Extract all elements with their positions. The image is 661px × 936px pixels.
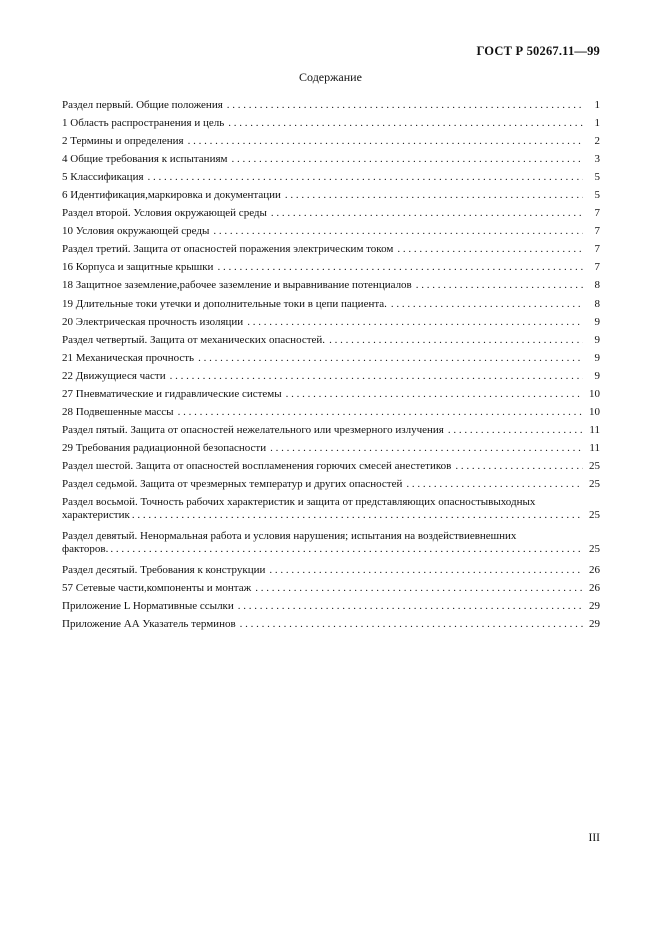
toc-entry-label: Раздел восьмой. Точность рабочих характеристик и защита от представляющих опасностывыходных [62,496,536,509]
dot-leader [455,460,583,472]
dot-leader [132,509,583,522]
toc-entry-label: Раздел первый. Общие положения [62,99,223,111]
dot-leader [391,298,583,310]
dot-leader [178,406,583,418]
dot-leader [170,370,583,382]
toc-entry[interactable] [62,171,600,189]
toc-entry[interactable] [62,153,600,171]
toc-entry-continuation [62,509,600,522]
dot-leader [448,424,583,436]
toc-entry[interactable] [62,279,600,297]
dot-leader [217,261,583,273]
dot-leader [227,99,583,111]
toc-entry-page: 10 [589,405,600,418]
toc-entry-label: Раздел шестой. Защита от опасностей воспламенения горючих смесей анестетиков [62,459,452,472]
dot-leader [416,279,583,291]
toc-entry-page: 7 [594,225,600,238]
toc-entry[interactable] [62,478,600,496]
toc-entry[interactable] [62,261,600,279]
toc-entry-page: 7 [594,207,600,220]
dot-leader [397,243,583,255]
toc-entry-page: 7 [594,261,600,274]
toc-entry-page: 25 [589,459,600,472]
toc-entry[interactable] [62,334,600,352]
toc-entry-label: 18 Защитное заземление,рабочее заземление и выравнивание потенциалов [62,279,412,292]
toc-entry[interactable] [62,225,600,243]
toc-entry-page: 11 [589,423,600,436]
toc-entry[interactable] [62,352,600,370]
dot-leader [213,225,583,237]
toc-entry-page: 26 [589,564,600,577]
toc-entry-label: 28 Подвешенные массы [62,405,174,418]
toc-entry-page: 9 [594,333,600,346]
toc-entry-page: 5 [594,171,600,184]
toc-entry-page: 5 [594,189,600,202]
toc-entry-label: Раздел седьмой. Защита от чрезмерных температур и других опасностей [62,477,403,490]
dot-leader [406,478,583,490]
toc-entry[interactable] [62,243,600,261]
toc-entry-label: 57 Сетевые части,компоненты и монтаж [62,582,252,595]
dot-leader [270,442,583,454]
toc-entry[interactable] [62,406,600,424]
toc-entry-label: Приложение L Нормативные ссылки [62,600,234,613]
toc-entry-label: 16 Корпуса и защитные крышки [62,261,214,274]
toc-entry[interactable] [62,530,600,564]
document-code: ГОСТ Р 50267.11—99 [476,44,600,58]
toc-entry-page: 9 [594,315,600,328]
toc-entry-label: 6 Идентификация,маркировка и документации [62,189,281,202]
dot-leader [198,352,583,364]
toc-entry-label: 4 Общие требования к испытаниям [62,153,228,166]
toc-entry-label: 22 Движущиеся части [62,369,166,382]
toc-entry[interactable] [62,388,600,406]
toc-entry-continuation [62,543,600,556]
toc-entry-page: 8 [594,297,600,310]
toc-entry-label: Раздел пятый. Защита от опасностей нежелательного или чрезмерного излучения [62,423,444,436]
dot-leader [110,543,583,556]
toc-entry-label: Раздел третий. Защита от опасностей поражения электрическим током [62,243,394,256]
toc-entry-label-continuation: факторов. [62,543,109,556]
toc-entry[interactable] [62,582,600,600]
toc-entry[interactable] [62,99,600,117]
toc-entry-label: Раздел четвертый. Защита от механических опасностей. [62,333,326,346]
toc-entry[interactable] [62,618,600,636]
page-title: Содержание [299,70,362,84]
toc-entry-label: 19 Длительные токи утечки и дополнительные токи в цепи пациента. [62,297,387,310]
toc-entry[interactable] [62,298,600,316]
dot-leader [286,388,583,400]
dot-leader [148,171,583,183]
toc-entry[interactable] [62,564,600,582]
toc-entry-page: 11 [589,441,600,454]
toc-entry[interactable] [62,424,600,442]
toc-entry-label: Раздел второй. Условия окружающей среды [62,207,267,220]
toc-entry[interactable] [62,189,600,207]
toc-entry-label: 10 Условия окружающей среды [62,225,210,238]
table-of-contents [62,99,600,636]
toc-entry-label: 20 Электрическая прочность изоляции [62,315,244,328]
dot-leader [329,334,583,346]
toc-entry[interactable] [62,496,600,530]
toc-entry-page: 3 [594,153,600,166]
toc-entry-label-continuation: характеристик [62,509,130,522]
dot-leader [231,153,583,165]
toc-entry-label: Раздел девятый. Ненормальная работа и условия нарушения; испытания на воздействиевнешних [62,530,517,543]
toc-entry[interactable] [62,460,600,478]
dot-leader [247,316,583,328]
dot-leader [269,564,583,576]
toc-entry-label: Приложение АА Указатель терминов [62,618,236,631]
page-number: III [588,832,600,844]
dot-leader [271,207,583,219]
toc-entry-label: 1 Область распространения и цель [62,117,225,130]
toc-entry-label: 5 Классификация [62,171,144,184]
toc-entry-page: 7 [594,243,600,256]
dot-leader [238,600,583,612]
toc-entry[interactable] [62,316,600,334]
toc-entry-page: 26 [589,582,600,595]
toc-entry-page: 10 [589,387,600,400]
toc-entry-page: 8 [594,279,600,292]
toc-entry[interactable] [62,600,600,618]
dot-leader [228,117,583,129]
toc-entry-page: 1 [594,117,600,130]
toc-entry[interactable] [62,442,600,460]
dot-leader [255,582,583,594]
toc-entry-label: 21 Механическая прочность [62,351,195,364]
dot-leader [285,189,583,201]
toc-entry-page: 9 [594,351,600,364]
toc-entry-page: 25 [589,509,600,522]
dot-leader [188,135,583,147]
toc-entry-label: 29 Требования радиационной безопасности [62,441,267,454]
toc-entry-label: 2 Термины и определения [62,135,184,148]
toc-entry-page: 9 [594,369,600,382]
toc-entry-label: Раздел десятый. Требования к конструкции [62,564,266,577]
toc-entry-page: 1 [594,99,600,111]
toc-entry[interactable] [62,370,600,388]
toc-entry[interactable] [62,117,600,135]
toc-entry-page: 29 [589,600,600,613]
toc-entry[interactable] [62,135,600,153]
toc-entry-page: 29 [589,618,600,631]
dot-leader [240,618,583,630]
toc-entry-label: 27 Пневматические и гидравлические системы [62,387,282,400]
toc-entry[interactable] [62,207,600,225]
toc-entry-page: 2 [594,135,600,148]
toc-entry-page: 25 [589,477,600,490]
toc-entry-page: 25 [589,543,600,556]
